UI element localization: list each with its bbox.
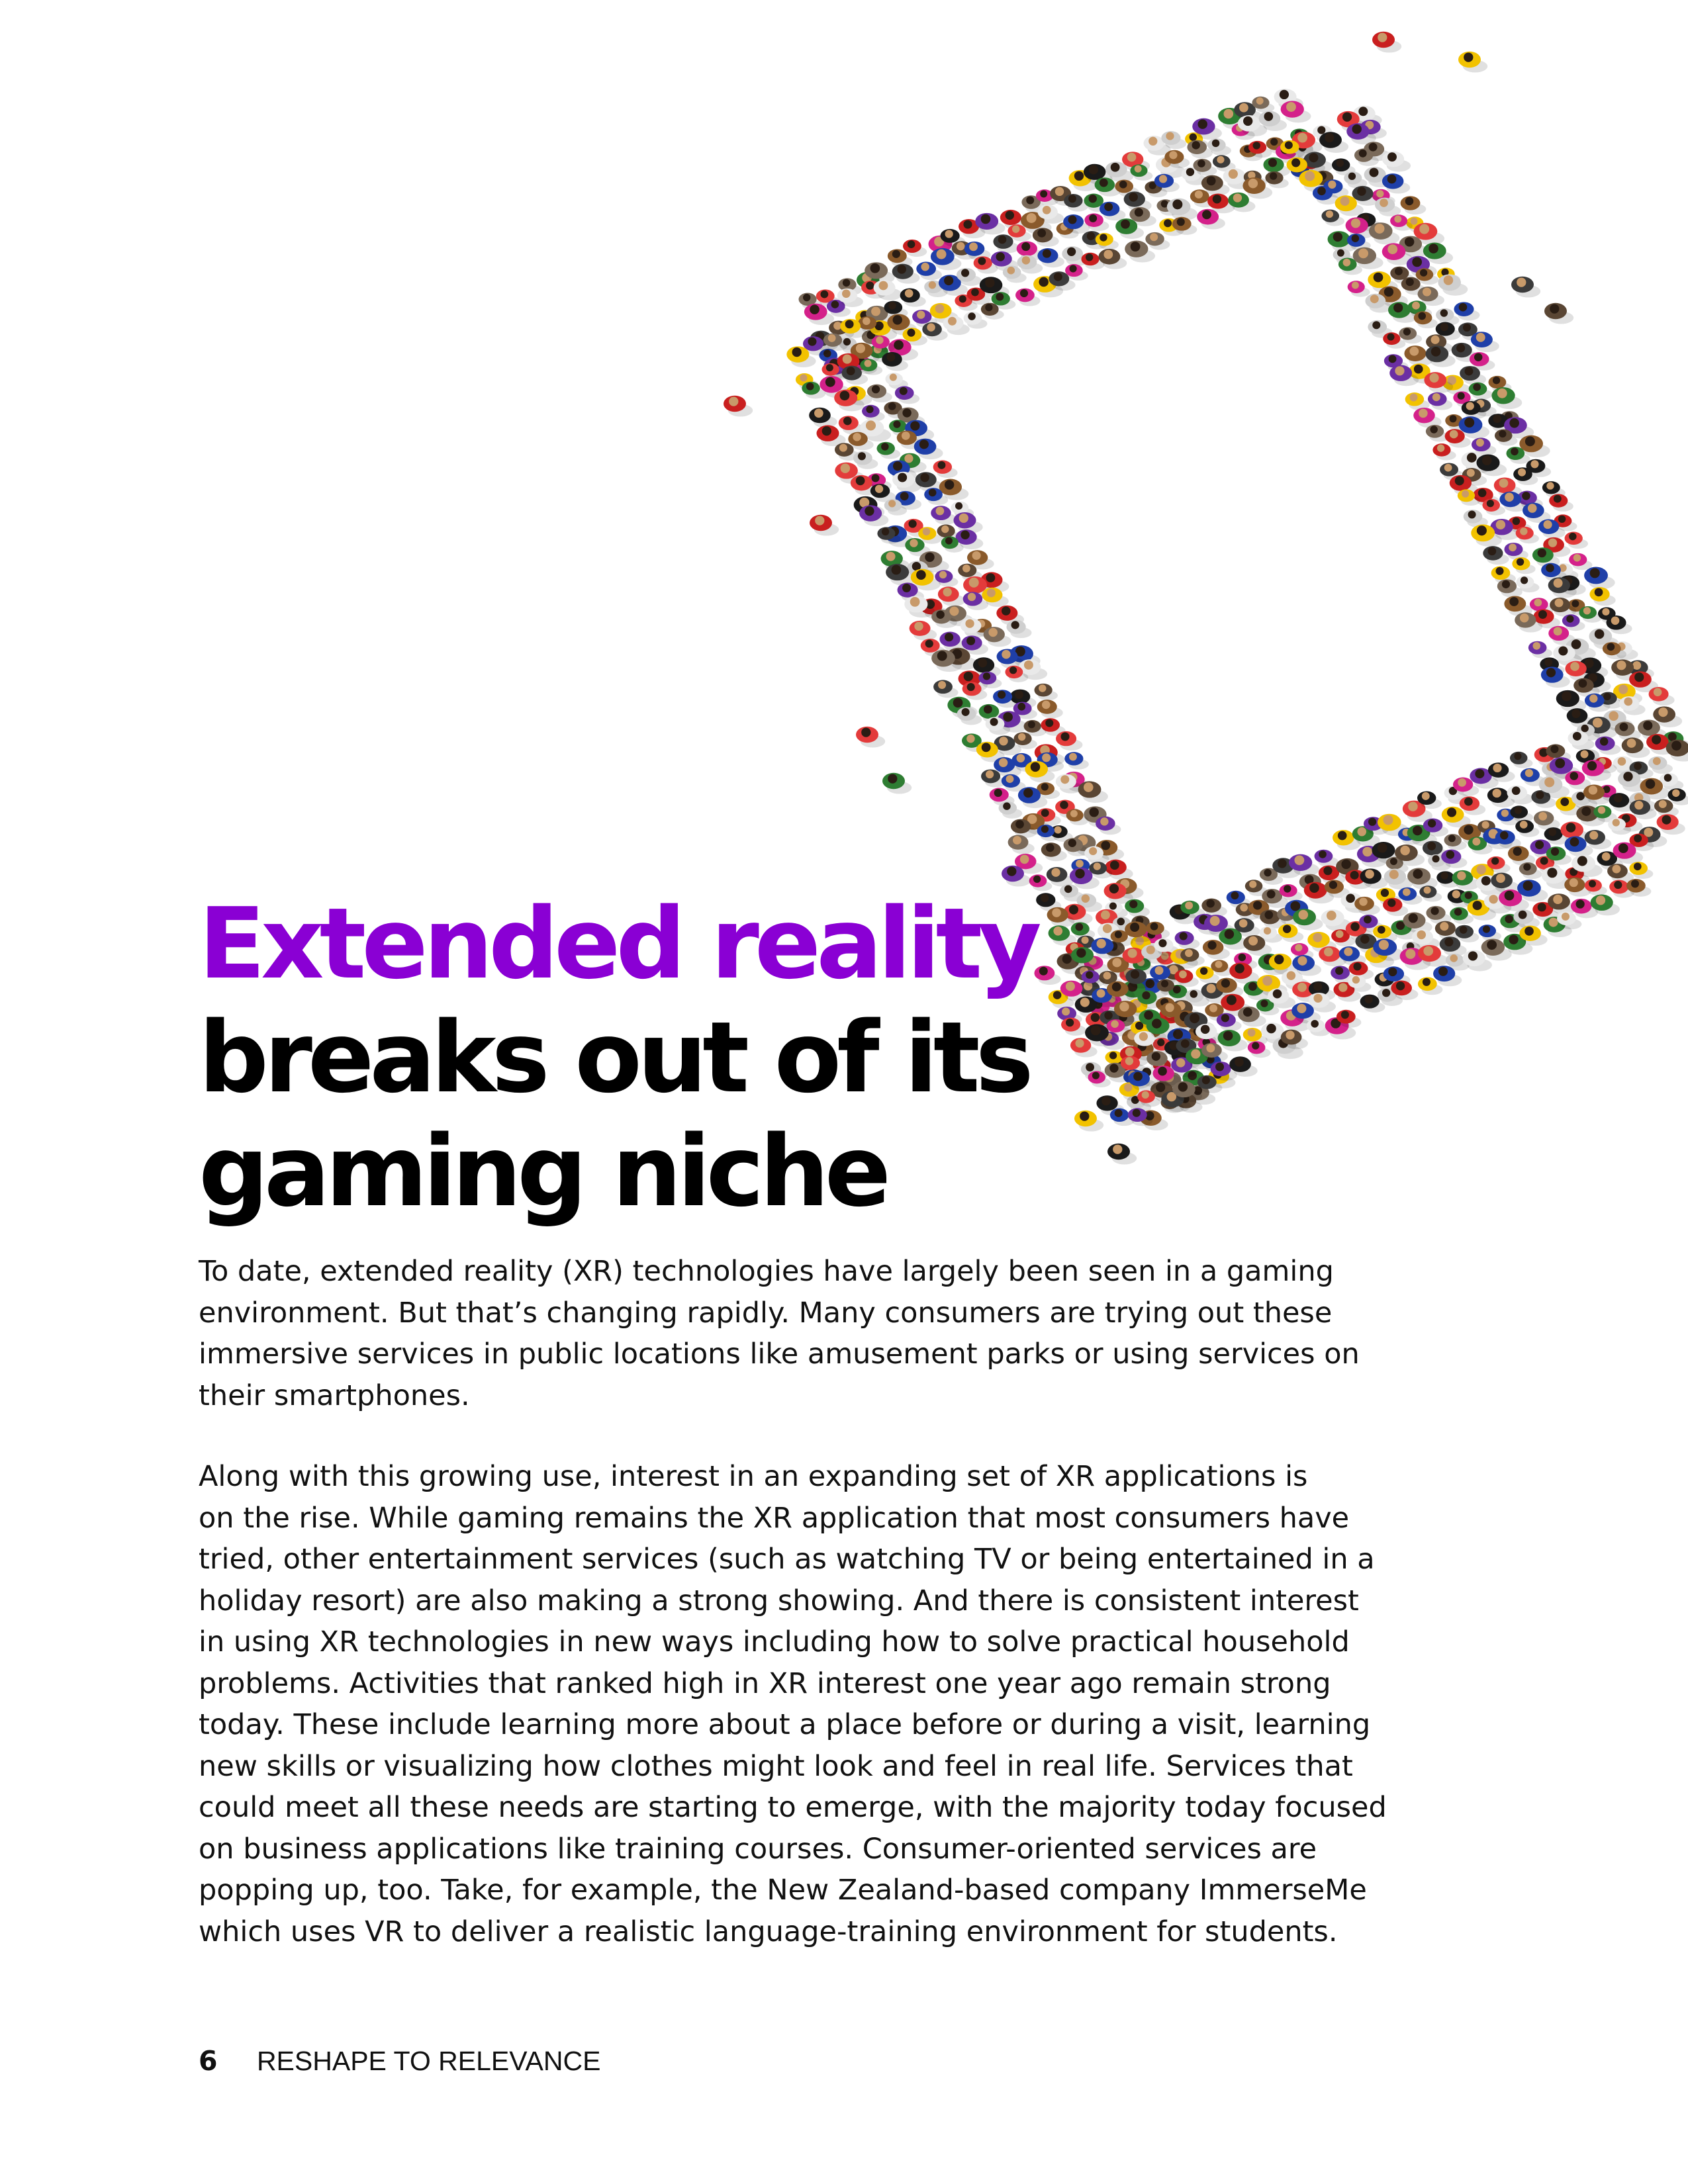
person-figure [876, 442, 900, 459]
person-figure [1666, 739, 1688, 761]
person-figure [900, 288, 926, 306]
person-figure [892, 472, 921, 492]
person-figure [1041, 842, 1067, 861]
person-figure [1565, 532, 1589, 549]
person-figure [1293, 909, 1323, 931]
person-figure [1382, 152, 1411, 172]
person-figure [1037, 700, 1063, 718]
person-figure [1534, 811, 1560, 829]
person-figure [903, 240, 927, 257]
paragraph-line: problems. Activities that ranked high in XR interest one year ago remain strong [199, 1666, 1331, 1700]
person-figure [1015, 289, 1040, 306]
person-figure [1544, 303, 1573, 324]
person-figure [1034, 684, 1057, 700]
page-footer [199, 2045, 600, 2077]
paragraph-line: To date, extended reality (XR) technologies have largely been seen in a gaming [199, 1255, 1334, 1288]
person-figure [1414, 311, 1438, 328]
person-figure [1584, 567, 1615, 590]
person-figure [859, 505, 888, 526]
person-figure [1281, 101, 1311, 122]
person-figure [1405, 392, 1430, 410]
paragraph-line: popping up, too. Take, for example, the New Zealand-based company ImmerseMe [199, 1874, 1367, 1907]
person-figure [1398, 887, 1422, 905]
person-figure [1217, 1030, 1247, 1051]
person-figure [1100, 202, 1126, 220]
person-figure [1064, 752, 1089, 769]
paragraph-line: could meet all these needs are starting to emerge, with the majority today focused [199, 1791, 1387, 1824]
person-figure [1344, 171, 1367, 188]
person-figure [1348, 281, 1370, 296]
person-figure [862, 405, 885, 422]
person-figure [1248, 1041, 1271, 1058]
person-figure [1469, 383, 1493, 400]
person-figure [957, 707, 982, 725]
person-figure [1175, 931, 1200, 949]
person-figure [910, 621, 937, 641]
person-figure [1569, 553, 1592, 570]
person-figure [1006, 620, 1031, 638]
paragraph-line: on the rise. While gaming remains the XR application that most consumers have [199, 1501, 1350, 1535]
person-figure [1438, 274, 1468, 295]
page-number: 6 [199, 2045, 218, 2077]
person-figure [933, 460, 958, 478]
person-figure [1401, 196, 1427, 214]
person-figure [1622, 737, 1650, 758]
person-figure [1372, 32, 1401, 53]
paragraph-line: their smartphones. [199, 1379, 470, 1412]
paragraph-line: which uses VR to deliver a realistic language-training environment for students. [199, 1915, 1338, 1948]
intro-paragraph [199, 1251, 1417, 1416]
person-figure [853, 451, 878, 469]
person-figure [839, 416, 865, 434]
person-figure [1033, 228, 1059, 247]
paragraph-line: environment. But that’s changing rapidly. Many consumers are trying out these [199, 1296, 1333, 1330]
person-figure [1413, 408, 1441, 428]
person-figure [1606, 615, 1632, 634]
person-figure [1008, 835, 1035, 854]
paragraph-line: in using XR technologies in new ways including how to solve practical household [199, 1625, 1350, 1659]
person-figure [1471, 332, 1499, 352]
person-figure [1056, 731, 1082, 751]
person-figure [1390, 214, 1413, 230]
page-title [199, 887, 1125, 1228]
person-figure [895, 386, 919, 404]
person-figure [1315, 850, 1338, 867]
person-figure [1145, 232, 1170, 250]
person-figure [1615, 721, 1640, 740]
person-figure [938, 586, 965, 606]
person-figure [1516, 527, 1539, 543]
body-paragraph [199, 1456, 1417, 1952]
person-figure [1407, 868, 1438, 889]
person-figure [1589, 587, 1615, 606]
person-figure [1319, 132, 1348, 153]
person-figure [1579, 606, 1602, 623]
person-figure [1037, 248, 1064, 267]
person-figure [1528, 641, 1552, 659]
person-figure [1096, 817, 1121, 835]
person-figure [1455, 925, 1479, 942]
person-figure [1491, 387, 1522, 409]
paragraph-line: on business applications like training courses. Consumer-oriented services are [199, 1832, 1317, 1866]
person-figure [1657, 814, 1685, 835]
person-figure [817, 425, 846, 446]
person-figure [933, 680, 958, 698]
person-figure [1458, 52, 1487, 73]
person-figure [1419, 886, 1442, 901]
person-figure [809, 408, 837, 428]
paragraph-line: tried, other entertainment services (such as watching TV or being entertained in a [199, 1543, 1375, 1576]
person-figure [1595, 737, 1621, 755]
person-figure [1428, 392, 1452, 410]
person-figure [1510, 752, 1533, 768]
person-figure [1174, 970, 1198, 987]
person-figure [1549, 494, 1573, 511]
person-figure [1512, 557, 1535, 574]
person-figure [724, 396, 753, 417]
person-figure [1078, 781, 1108, 803]
person-figure [1375, 198, 1401, 216]
person-figure [1424, 372, 1453, 393]
person-figure [1511, 277, 1540, 298]
person-figure [892, 264, 920, 284]
paragraph-line: holiday resort) are also making a strong showing. And there is consistent interest [199, 1584, 1359, 1617]
publication-name: RESHAPE TO RELEVANCE [256, 2046, 601, 2076]
person-figure [1479, 925, 1501, 941]
person-figure [1211, 960, 1233, 976]
person-figure [1649, 687, 1675, 705]
paragraph-line: new skills or visualizing how clothes might look and feel in real life. Services that [199, 1749, 1353, 1783]
person-figure [856, 727, 885, 748]
paragraph-line: Along with this growing use, interest in an expanding set of XR applications is [199, 1460, 1308, 1493]
title-line-2: breaks out of its [199, 1001, 1029, 1115]
person-figure [810, 515, 839, 536]
title-accent-line: Extended reality [199, 887, 1037, 1001]
title-line-3: gaming niche [199, 1115, 887, 1228]
person-figure [882, 773, 912, 794]
paragraph-line: today. These include learning more about a place before or during a visit, learning [199, 1708, 1371, 1741]
person-figure [984, 627, 1011, 647]
paragraph-line: immersive services in public locations like amusement parks or using services on [199, 1338, 1360, 1371]
person-figure [999, 801, 1023, 819]
person-figure [1125, 899, 1150, 917]
